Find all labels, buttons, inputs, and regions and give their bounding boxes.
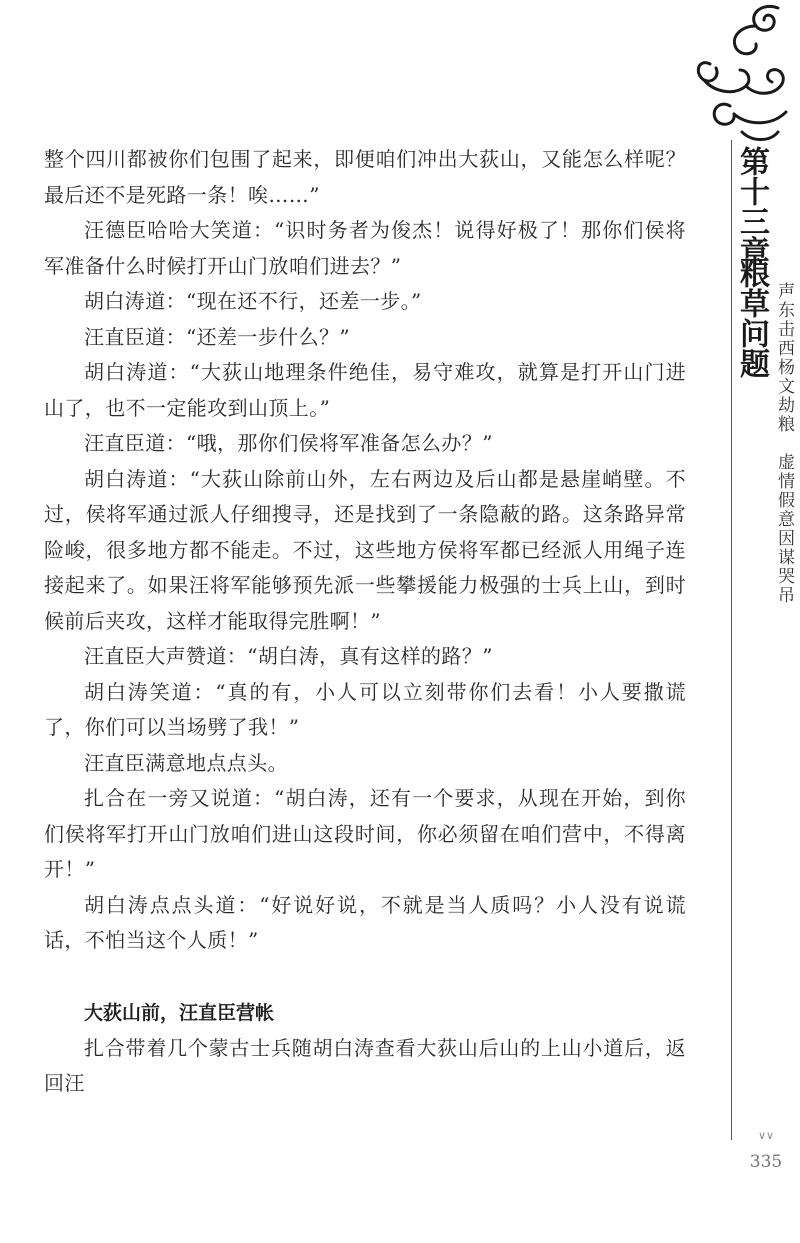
paragraph: 胡白涛笑道：“真的有，小人可以立刻带你们去看！小人要撒谎了，你们可以当场劈了我！” xyxy=(44,679,686,739)
section-spacer xyxy=(44,959,686,995)
main-text xyxy=(44,142,686,1102)
paragraph: 胡白涛道：“大荻山除前山外，左右两边及后山都是悬崖峭壁。不过，侯将军通过派人仔细搜寻，还是找到了一条隐蔽的路。这条路异常险峻，很多地方都不能走。不过，这些地方侯将军都已经派人用绳子连接起来了。如果汪将军能够预先派一些攀援能力极强的士兵上山，到时候前后夹攻，这样才能取得完胜啊！” xyxy=(44,466,686,633)
paragraph: 扎合在一旁又说道：“胡白涛，还有一个要求，从现在开始，到你们侯将军打开山门放咱们进山这段时间，你必须留在咱们营中，不得离开！” xyxy=(44,786,686,881)
chapter-title: 粮草问题 xyxy=(734,258,769,378)
paragraph: 汪直臣道：“还差一步什么？” xyxy=(84,324,351,349)
paragraph: 汪直臣道：“哦，那你们侯将军准备怎么办？” xyxy=(84,431,493,455)
page-marker-icon: ∨∨ xyxy=(757,1129,775,1142)
chapter-number: 第十三章 xyxy=(734,146,769,266)
paragraph: 扎合带着几个蒙古士兵随胡白涛查看大荻山后山的上山小道后，返回汪 xyxy=(44,1035,686,1095)
paragraph: 汪直臣满意地点点头。 xyxy=(84,750,288,775)
paragraph: 汪德臣哈哈大笑道：“识时务者为俊杰！说得好极了！那你们侯将军准备什么时候打开山门放咱们进去？” xyxy=(44,218,686,278)
paragraph: 胡白涛道：“大荻山地理条件绝佳，易守难攻，就算是打开山门进山了，也不一定能攻到山顶上。” xyxy=(44,360,686,420)
paragraph: 汪直臣大声赞道：“胡白涛，真有这样的路？” xyxy=(84,644,493,668)
section-heading: 大荻山前，汪直臣营帐 xyxy=(84,1001,275,1024)
sidebar-divider xyxy=(731,140,732,1140)
paragraph: 整个四川都被你们包围了起来，即便咱们冲出大荻山，又能怎么样呢？最后还不是死路一条！唉……” xyxy=(44,147,686,207)
page-number: 335 xyxy=(749,1152,783,1172)
paragraph: 胡白涛道：“现在还不行，还差一步。” xyxy=(84,289,422,313)
cloud-ornament xyxy=(690,0,800,145)
paragraph: 胡白涛点点头道：“好说好说，不就是当人质吗？小人没有说谎话，不怕当这个人质！” xyxy=(44,892,686,952)
chapter-subtitle: 声东击西杨文劫粮 虚情假意因谋哭吊 xyxy=(774,282,794,605)
